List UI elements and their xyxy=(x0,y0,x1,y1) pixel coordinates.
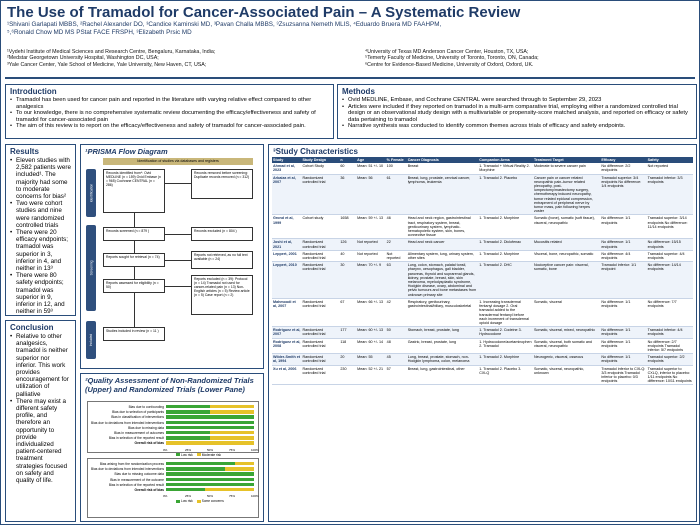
table-cell: Mucositis related xyxy=(533,239,600,250)
results-section xyxy=(5,144,76,316)
table-cell: No difference: 1/1 endpoints xyxy=(600,215,646,239)
quality-bar xyxy=(166,472,254,475)
quality-row-label: Bias in selection of the reported result xyxy=(108,436,164,441)
table-cell: Tramadol inferior: 3/3 endpoints xyxy=(647,174,693,215)
table-row xyxy=(272,327,693,338)
table-cell: No difference: 1/1 endpoints xyxy=(600,327,646,338)
study-name-cell: Leppert, 2010 xyxy=(272,262,301,299)
author-line: ¹Shivani Garlapati MBBS, ²Rachel Alexander DO, ³Candice Kaminski MD, ³Pavan Challa MBBS, ³Zsuzsanna Nemeth MLIS, ⁴Eduardo Bruera MD FAAHPM, xyxy=(7,21,442,28)
table-cell: 230 xyxy=(339,365,356,385)
quality-bar xyxy=(166,488,254,491)
table-cell: Mean: 55 xyxy=(356,354,385,365)
prisma-records-identified: Records identified from*: Ovid MEDLINE (n = 159) Ovid Embase (n = 965) Cochrane CENTRAL (n = 286) xyxy=(103,169,165,213)
prisma-section xyxy=(80,144,264,369)
table-cell: Somatic (bone), somatic (soft tissue), visceral, neuropathic xyxy=(533,215,600,239)
quality-bar-concern-segment xyxy=(210,431,254,434)
table-cell: Somatic, visceral, mixed, neuropathic xyxy=(533,327,600,338)
study-name-cell: Wilder-Smith et al, 1994 xyxy=(273,355,301,364)
quality-axis-tick: 25% xyxy=(185,447,192,452)
table-cell: Head and neck region, gastrointestinal tract, respiratory system, breast, genitourinary system, lymphatic-hematopoietic system, skin, bones, connective tissue xyxy=(407,215,479,239)
table-cell: No difference: 14/14 endpoints xyxy=(647,262,693,299)
table-cell: Respiratory, genitourinary, gastrointestinal/biliary, musculoskeletal xyxy=(407,298,479,326)
table-cell: 57 xyxy=(386,365,407,385)
table-column-header: Cancer Diagnosis xyxy=(407,157,479,163)
table-cell: 1. Increasing transdermal fentanyl dosage 2. Oral tramadol added to the transdermal fentanyl before each increment of transdermal opioid dosage xyxy=(478,298,533,326)
table-row xyxy=(272,239,693,250)
table-column-header: Age xyxy=(356,157,385,163)
table-row xyxy=(272,174,693,215)
poster-title: The Use of Tramadol for Cancer-Associated Pain – A Systematic Review xyxy=(7,4,521,21)
table-cell: 48 xyxy=(386,338,407,354)
table-cell: 100 xyxy=(386,163,407,174)
table-cell: Not reported xyxy=(356,239,385,250)
methods-heading: Methods xyxy=(342,87,375,96)
prisma-identification-bar: Identification of studies via databases and registers xyxy=(103,158,253,165)
table-cell: Lung, colon, stomach, palatal tonsil, pharynx, oesophagus, gall bladder, pancreas, thyroid and suprarenal glands, kidney, prostate, breast, skin, skin melanoma, myelodysplastic syndrome, Hodgkin disease, ovary, abdominal and pelvic tumours and bone metastases from unknown primary site xyxy=(407,262,479,299)
quality-legend-item: Moderate risk xyxy=(197,453,221,457)
table-cell: Head and neck cancer xyxy=(407,239,479,250)
results-heading: Results xyxy=(10,147,39,156)
prisma-phase-screening: Screening xyxy=(86,225,96,311)
table-column-header: Efficacy xyxy=(600,157,646,163)
table-column-header: Treatment Target xyxy=(533,157,600,163)
prisma-reports-sought: Reports sought for retrieval (n = 74) xyxy=(103,253,165,267)
table-cell: Gastric, breast, prostate, lung xyxy=(407,338,479,354)
prisma-arrow xyxy=(134,241,135,253)
table-cell: 42 xyxy=(386,298,407,326)
table-cell: Somatic, visceral, both somatic and visceral, neuropathic xyxy=(533,338,600,354)
table-row xyxy=(272,262,693,299)
table-column-header: Study xyxy=(272,157,301,163)
quality-axis-tick: 100% xyxy=(251,494,259,499)
quality-axis-tick: 75% xyxy=(229,494,236,499)
table-cell: No difference: 1/1 endpoints xyxy=(600,338,646,354)
table-cell: Cohort study xyxy=(301,215,339,239)
author-list xyxy=(7,21,441,36)
quality-legend-item: Some concerns xyxy=(197,499,224,503)
table-cell: 36 xyxy=(339,174,356,215)
prisma-reports-not-retrieved: Reports not retrieved, as no full text available (n = 24) xyxy=(191,251,253,269)
table-cell: Randomized controlled trial xyxy=(301,174,339,215)
table-cell: Mean: 56 xyxy=(356,174,385,215)
study-name-cell: Leppert, 2001 xyxy=(272,250,301,261)
quality-legend xyxy=(176,499,224,503)
study-name-cell: Xu et al, 2006 xyxy=(272,365,301,385)
table-cell: Tramadol superior: 4/4 endpoints xyxy=(647,250,693,261)
table-cell: Alimentary system, lung, urinary system, other sites xyxy=(407,250,479,261)
table-cell: Tramadol superior: 3/4 endpoints No difference: 1/4 endpoints xyxy=(600,174,646,215)
prisma-arrow xyxy=(134,267,135,279)
table-cell: Breast, lung, gastrointestinal, other xyxy=(407,365,479,385)
table-cell: Mean: 51 +/- 10 xyxy=(356,163,385,174)
table-cell: Breast, lung, prostate, cervical cancer, lymphoma, leukemia xyxy=(407,174,479,215)
methods-bullet: • Narrative synthesis was conducted to identify common themes across trials of efficacy and safety endpoints. xyxy=(342,123,692,130)
table-cell: No difference: 7/7 endpoints xyxy=(647,298,693,326)
table-cell: Randomized controlled trial xyxy=(301,327,339,338)
table-row xyxy=(272,298,693,326)
table-cell: Randomized controlled trial xyxy=(301,338,339,354)
quality-lower-panel xyxy=(87,458,259,518)
affiliation: ¹Vydehi Institute of Medical Sciences and Research Centre, Bengaluru, Karnataka, India; xyxy=(7,49,216,55)
quality-bar xyxy=(166,405,254,408)
table-cell: 30 xyxy=(339,262,356,299)
study-name-cell: Mahmoodi et al, 2007 xyxy=(272,298,301,326)
quality-axis-tick: 75% xyxy=(229,447,236,452)
quality-row-label: Bias due to missing data xyxy=(128,425,164,430)
table-cell: Tramadol superior: 3/14 endpoints No difference: 11/14 endpoints xyxy=(647,215,693,239)
table-cell: No difference: 2/7 endpoints Tramadol inferior: 5/7 endpoints xyxy=(647,338,693,354)
quality-bar-low-segment xyxy=(166,415,254,418)
study-heading: ³Study Characteristics xyxy=(273,147,358,156)
quality-axis-tick: 0% xyxy=(163,447,168,452)
quality-bar-low-segment xyxy=(166,410,210,413)
table-row xyxy=(272,250,693,261)
quality-bar xyxy=(166,426,254,429)
prisma-arrow xyxy=(134,293,135,327)
prisma-records-screened: Records screened (n = 879 ) xyxy=(103,227,165,241)
prisma-heading: ¹PRISMA Flow Diagram xyxy=(85,147,168,156)
quality-axis-tick: 0% xyxy=(163,494,168,499)
quality-bar-concern-segment xyxy=(210,436,254,439)
prisma-arrow xyxy=(134,213,135,227)
table-cell: Lung, breast, prostate, stomach, non-Hodgkin lymphoma, colon, melanoma xyxy=(407,354,479,365)
table-row xyxy=(272,215,693,239)
quality-row-label: Bias due to selection of participants xyxy=(112,410,164,415)
table-cell: No difference: 15/15 endpoints xyxy=(647,239,693,250)
quality-bar xyxy=(166,441,254,444)
table-cell: Nociceptive cancer pain: visceral, somatic, bone xyxy=(533,262,600,299)
table-column-header: Safety xyxy=(647,157,693,163)
affiliations-left xyxy=(7,49,215,68)
table-cell: Somatic, visceral, neuropathic, unknown xyxy=(533,365,600,385)
quality-row-label: Bias due to deviations from intended interventions xyxy=(91,420,164,425)
quality-bar xyxy=(166,478,254,481)
results-bullet: • Eleven studies with 2,582 patients were included¹. The majority had some to moderate concerns for bias² xyxy=(10,157,71,200)
prisma-arrow xyxy=(165,234,191,235)
quality-bar xyxy=(166,431,254,434)
table-cell: 50 xyxy=(386,327,407,338)
table-cell: 118 xyxy=(339,338,356,354)
prisma-phase-identification: Identification xyxy=(86,169,96,217)
results-bullet: • There were 80 safety endpoints; tramadol was superior in 9, inferior in 12, and neither in 59³ xyxy=(10,272,71,315)
table-cell: Randomized controlled trial xyxy=(301,262,339,299)
table-row xyxy=(272,365,693,385)
table-cell: Stomach, breast, prostate, lung xyxy=(407,327,479,338)
quality-bar xyxy=(166,467,254,470)
results-bullet: • Two were cohort studies and nine were randomized controlled trials xyxy=(10,200,71,229)
table-cell: Breast xyxy=(407,163,479,174)
table-cell: 60 xyxy=(339,163,356,174)
conclusion-bullet: • Relative to other analgesics, tramadol is neither superior nor inferior. This work provides encouragement for utilization of palliative xyxy=(10,333,71,398)
quality-bar xyxy=(166,436,254,439)
affiliations-right xyxy=(365,49,539,68)
table-cell: 61 xyxy=(386,174,407,215)
table-cell: 1. Tramadol 2. Placebo xyxy=(478,174,533,215)
table-cell: No difference: 4/4 endpoints xyxy=(600,250,646,261)
affiliation: ³Yale Cancer Center, Yale School of Medicine, Yale University, New Haven, CT, USA; xyxy=(7,61,207,68)
table-cell: Tramadol superior to CXLQ, inferior to placebo: 1/11 endpoints No difference: 10/11 endpoints xyxy=(647,366,692,384)
table-cell: Visceral, bone, neuropathic, somatic xyxy=(533,250,600,261)
quality-upper-panel xyxy=(87,401,259,457)
table-cell: 45 xyxy=(386,354,407,365)
table-cell: Mean: 52 +/- 21 xyxy=(356,365,385,385)
quality-bar xyxy=(166,415,254,418)
table-cell: Mean: 66 +/- 13 xyxy=(356,298,385,326)
quality-bar xyxy=(166,462,254,465)
table-cell: No difference: 1/1 endpoints xyxy=(600,298,646,326)
quality-bar-low-segment xyxy=(166,405,210,408)
table-cell: 177 xyxy=(339,327,356,338)
quality-legend-item: Low risk xyxy=(176,453,193,457)
table-cell: Randomized controlled trial xyxy=(301,239,339,250)
quality-row-label: Bias arising from the randomization process xyxy=(99,462,164,466)
quality-bar-low-segment xyxy=(166,472,254,475)
table-column-header: n xyxy=(339,157,356,163)
table-row xyxy=(272,338,693,354)
table-cell: 1. Hydrocodone/acetaminophen 2. Tramadol xyxy=(478,338,533,354)
quality-bar-low-segment xyxy=(166,467,225,470)
table-cell: Tramadol inferior: 1/1 endpoint xyxy=(600,262,646,299)
table-cell: Not reported xyxy=(356,250,385,261)
table-cell: 1. Tramadol 2. Codeine 3. Hydrocodone xyxy=(478,327,533,338)
quality-bar-low-segment xyxy=(166,488,205,491)
quality-legend xyxy=(176,453,221,457)
prisma-arrow xyxy=(165,260,191,261)
table-cell: Tramadol superior: 2/2 endpoints xyxy=(647,354,693,365)
table-cell: 40 xyxy=(339,250,356,261)
table-cell: Not reported xyxy=(386,250,407,261)
table-cell: Randomized controlled trial xyxy=(301,365,339,385)
affiliation: ⁴University of Texas MD Anderson Cancer Center, Houston, TX, USA; xyxy=(365,49,529,55)
methods-section xyxy=(337,84,697,139)
quality-bar-concern-segment xyxy=(235,462,254,465)
study-name-cell: Rodriguez et al, 2007 xyxy=(273,328,301,337)
quality-section xyxy=(80,373,264,522)
quality-bar xyxy=(166,421,254,424)
conclusion-bullet: • There may exist a different safety profile, and therefore an opportunity to provide individualized patient-centered treatment strategies focused on safety and quality of life. xyxy=(10,398,71,484)
introduction-heading: Introduction xyxy=(10,87,57,96)
study-name-cell: Arbaiza et al, 2007 xyxy=(272,174,301,215)
table-cell: Mean: 60 +/- 14 xyxy=(356,338,385,354)
introduction-bullet: • Tramadol has been used for cancer pain and reported in the literature with varying relative effect compared to other analgesics xyxy=(10,97,329,110)
quality-bar-low-segment xyxy=(166,431,210,434)
header-divider xyxy=(5,77,695,79)
quality-bar-concern-segment xyxy=(205,488,254,491)
methods-bullet: • Ovid MEDLINE, Embase, and Cochrane CENTRAL were searched through to September 29, 2023 xyxy=(342,97,692,104)
study-section xyxy=(268,144,697,522)
quality-row-label: Bias in classification of interventions xyxy=(111,415,164,420)
table-column-header: Companion Arms xyxy=(478,157,533,163)
table-cell: 1. Tramadol 2. Morphine xyxy=(478,215,533,239)
table-column-header: Study Design xyxy=(301,157,339,163)
table-cell: 1. Tramadol + Virtual Reality 2. Morphine xyxy=(478,163,533,174)
conclusion-heading: Conclusion xyxy=(10,323,54,332)
quality-bar-low-segment xyxy=(166,483,254,486)
conclusion-section xyxy=(5,320,76,522)
quality-legend-item: Low risk xyxy=(176,499,193,503)
table-cell: Cohort Study xyxy=(301,163,339,174)
table-cell: 1. Tramadol 2. Morphine xyxy=(478,354,533,365)
prisma-reports-assessed: Reports assessed for eligibility (n = 50) xyxy=(103,279,165,293)
quality-row-label: Bias due to deviations from intended interventions xyxy=(91,467,164,472)
table-cell: Randomized controlled trial xyxy=(301,298,339,326)
table-cell: Somatic, visceral xyxy=(533,298,600,326)
quality-axis-tick: 50% xyxy=(207,447,214,452)
quality-axis-tick: 50% xyxy=(207,494,214,499)
quality-bar-low-segment xyxy=(166,436,210,439)
quality-row-label: Bias due to confounding xyxy=(128,405,164,409)
table-cell: 67 xyxy=(339,298,356,326)
table-cell: Randomized controlled trial xyxy=(301,250,339,261)
table-row xyxy=(272,354,693,365)
table-row xyxy=(272,163,693,174)
table-cell: 1. Tramadol 2. Placebo 3. CXLQ xyxy=(478,365,533,385)
table-cell: No difference: 1/1 endpoints xyxy=(600,354,646,365)
introduction-bullet: • The aim of this review is to report on the efficacy/effectiveness and safety of tramadol for cancer-associated pain. xyxy=(10,123,329,130)
prisma-phase-included: Included xyxy=(86,321,96,359)
table-cell: 1. Tramadol 2. Morphine xyxy=(478,250,533,261)
quality-bar-concern-segment xyxy=(210,410,254,413)
table-cell: Neurogenic, visceral, osseous xyxy=(533,354,600,365)
table-column-header: % Female xyxy=(386,157,407,163)
table-cell: Moderate to severe cancer pain xyxy=(533,163,600,174)
study-name-cell: Joshi et al, 2021 xyxy=(272,239,301,250)
quality-row-label: Bias due to missing outcome data xyxy=(114,472,164,477)
quality-bar-low-segment xyxy=(166,426,254,429)
affiliation: ⁶Centre for Evidence-Based Medicine, University of Oxford, Oxford, UK. xyxy=(365,61,534,68)
affiliation: ⁵Temerty Faculty of Medicine, University of Toronto, Toronto, ON, Canada; xyxy=(365,55,539,62)
study-table xyxy=(272,157,693,385)
quality-bar xyxy=(166,483,254,486)
study-name-cell: Ahmad et al, 2023 xyxy=(272,163,301,174)
author-line: ⁵,⁶Ronald Chow MD MS PStat FACE FRSPH, ³Elizabeth Prsic MD xyxy=(7,28,192,36)
introduction-section xyxy=(5,84,334,139)
quality-row-label: Overall risk of bias xyxy=(134,441,164,446)
affiliation: ²Medstar Georgetown University Hospital, Washington DC, USA; xyxy=(7,55,159,62)
table-cell: 1. Tramadol 2. Diclofenac xyxy=(478,239,533,250)
table-cell: Cancer pain or cancer related neuropathic pain–tumor related plexopathy, post-lumpectomy/mastectomy surgery, chemotherapy induced neuropathy, tumor related epidural compression, entrapment of peripheral nerve by tumor mass, pain following herpes zoster xyxy=(533,174,600,215)
quality-heading: ²Quality Assessment of Non-Randomized Trials (Upper) and Randomized Trials (Lower Pane) xyxy=(85,376,254,394)
table-cell: 1. Tramadol 2. DHC xyxy=(478,262,533,299)
quality-row-label: Bias in selection of the reported result xyxy=(108,482,164,487)
table-cell: Randomized controlled trial xyxy=(301,354,339,365)
prisma-arrow xyxy=(165,286,191,287)
table-cell: 46 xyxy=(386,215,407,239)
table-cell: Tramadol inferior: 4/4 endpoints xyxy=(647,327,693,338)
table-cell: Tramadol inferior to CXLQ: 3/3 endpoints Tramadol inferior to placebo: 0/3 endpoints xyxy=(601,366,646,384)
prisma-records-excluded: Records excluded (n = 804 ) xyxy=(191,227,253,241)
table-cell: Mean: 59 +/- 13 xyxy=(356,215,385,239)
prisma-reports-excluded: Reports excluded (n = 39): Protocol (n = 14) Tramadol not used for cancer-related pain (n = 13) Non-English articles (n = 5) Review article (n = 5) Case report (n = 2) xyxy=(191,275,253,315)
prisma-studies-included: Studies included in review (n = 11 ) xyxy=(103,327,165,341)
table-cell: 1658 xyxy=(339,215,356,239)
quality-bar-low-segment xyxy=(166,478,254,481)
quality-bar-low-segment xyxy=(166,462,235,465)
methods-bullet: • Articles were included if they reported on tramadol in a multi-arm comparative trial, employing either a randomized controlled trial design or an observational study design with a multivariable or propensity-score matched analysis, and reported on efficacy or safety data pertaining to tramadol xyxy=(342,104,692,124)
quality-row-label: Overall risk of bias xyxy=(134,488,164,492)
table-cell: 20 xyxy=(339,354,356,365)
quality-bar-low-segment xyxy=(166,421,254,424)
quality-bar-concern-segment xyxy=(210,405,254,408)
prisma-records-removed: Records removed before screening: Duplicate records removed (n = 312) xyxy=(191,169,253,199)
results-bullet: • There were 20 efficacy endpoints; tramadol was superior in 3, inferior in 4, and neither in 13³ xyxy=(10,229,71,272)
table-cell: 22 xyxy=(386,239,407,250)
table-cell: 126 xyxy=(339,239,356,250)
table-cell: Mean: 60 +/- 13 xyxy=(356,327,385,338)
study-name-cell: Grond et al, 1999 xyxy=(272,215,301,239)
table-cell: Not reported xyxy=(647,163,693,174)
introduction-bullet: • To our knowledge, there is no comprehensive systematic review documenting the efficacy/effectiveness and safety of tramadol for cancer-associated pain xyxy=(10,110,329,123)
table-cell: No difference: 1/1 endpoints xyxy=(600,239,646,250)
table-cell: 63 xyxy=(386,262,407,299)
study-name-cell: Rodriguez et al, 2008 xyxy=(272,338,301,354)
table-cell: No difference: 2/2 endpoints xyxy=(600,163,646,174)
prisma-arrow xyxy=(165,183,191,184)
quality-bar-concern-segment xyxy=(225,467,254,470)
quality-axis-tick: 100% xyxy=(251,447,259,452)
quality-bar-concern-segment xyxy=(166,441,254,444)
table-cell: Mean: 70 +/- 9 xyxy=(356,262,385,299)
quality-bar xyxy=(166,410,254,413)
quality-axis-tick: 25% xyxy=(185,494,192,499)
quality-row-label: Bias in measurement of outcomes xyxy=(114,431,164,435)
quality-row-label: Bias in measurement of the outcome xyxy=(110,477,164,482)
